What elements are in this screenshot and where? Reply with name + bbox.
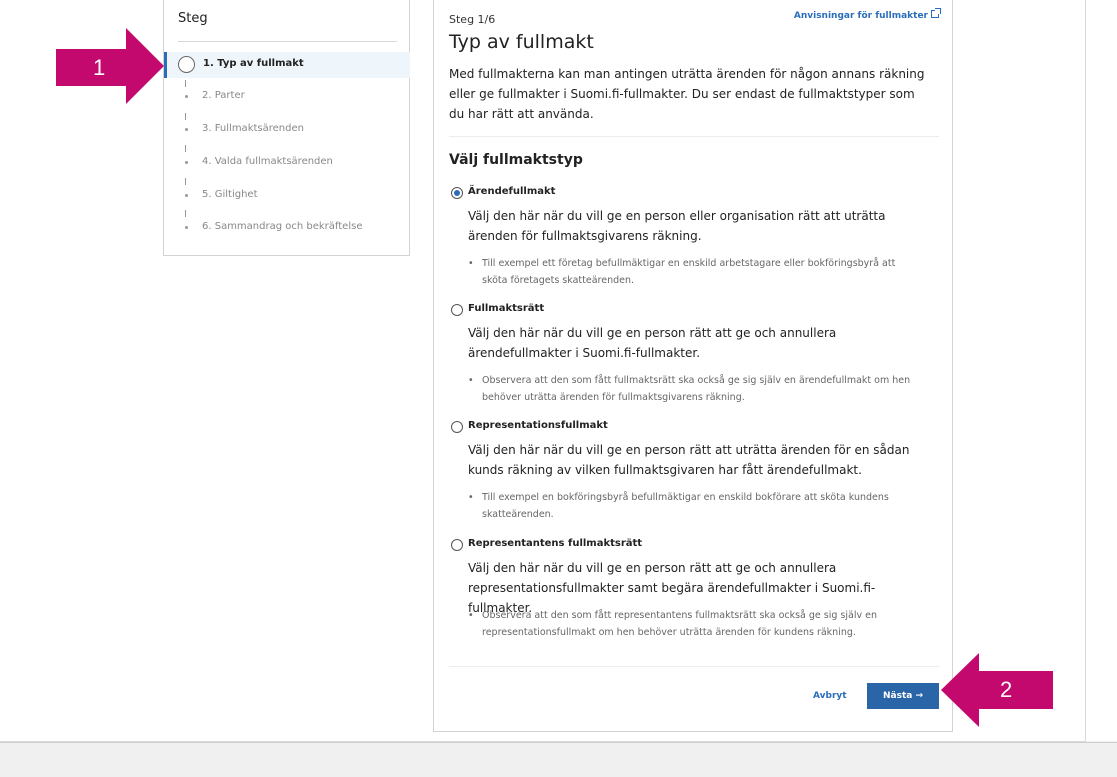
next-button[interactable] <box>867 683 939 709</box>
stepper-title: Steg <box>178 11 208 26</box>
option-label: Representantens fullmaktsrätt <box>468 538 643 549</box>
cancel-button[interactable]: Avbryt <box>813 691 847 701</box>
annotation-number-2: 2 <box>1000 677 1013 702</box>
next-button-label: Nästa <box>882 691 913 701</box>
main-card <box>433 0 953 732</box>
step-label-5: 5. Giltighet <box>202 189 258 200</box>
step-dot-icon <box>185 161 188 164</box>
radio-arendefullmakt[interactable] <box>451 187 463 199</box>
option-label: Representationsfullmakt <box>468 420 608 431</box>
step-item-valda <box>164 154 410 174</box>
intro-text: Med fullmakterna kan man antingen uträtta ärenden för någon annans räkning eller ge fullmakter i Suomi.fi-fullmakter. Du ser endast de fullmaktstyper som du har rätt att använda. <box>449 67 925 121</box>
arrow-right-icon: → <box>915 691 924 701</box>
step-item-fullmaktsarenden <box>164 121 410 141</box>
page-title: Typ av fullmakt <box>449 31 594 53</box>
stepper-divider <box>178 41 397 42</box>
option-description: Välj den här när du vill ge en person eller organisation rätt att uträtta ärenden för fullmaktsgivarens räkning. <box>468 209 886 243</box>
step-connector <box>185 178 186 185</box>
step-connector <box>185 145 186 152</box>
step-label-1: 1. Typ av fullmakt <box>203 58 304 69</box>
step-connector <box>185 113 186 120</box>
option-label: Fullmaktsrätt <box>468 303 545 314</box>
step-label-2: 2. Parter <box>202 90 245 101</box>
step-connector <box>185 80 186 87</box>
option-description: Välj den här när du vill ge en person rätt att ge och annullera ärendefullmakter i Suomi.fi-fullmakter. <box>468 326 837 360</box>
option-description: Välj den här när du vill ge en person rätt att uträtta ärenden för en sådan kunds räkning av vilken fullmaktsgivaren har fått ärendefullmakt. <box>468 443 910 477</box>
step-dot-icon <box>185 95 188 98</box>
option-description: Välj den här när du vill ge en person rätt att ge och annullera representationsfullmakter samt begära ärendefullmakter i Suomi.fi-fullmakter. <box>468 561 876 615</box>
step-item-sammandrag <box>164 219 410 239</box>
step-label-3: 3. Fullmaktsärenden <box>202 123 304 134</box>
step-label-6: 6. Sammandrag och bekräftelse <box>202 221 363 232</box>
radio-representantens-fullmaktsratt[interactable] <box>451 539 463 551</box>
step-item-active[interactable] <box>164 52 410 78</box>
bottom-margin <box>0 742 1117 777</box>
step-label-4: 4. Valda fullmaktsärenden <box>202 156 333 167</box>
section-title: Välj fullmaktstyp <box>449 152 583 168</box>
divider <box>449 666 939 667</box>
external-link-icon <box>931 10 939 18</box>
annotation-arrow-1-head <box>126 28 164 104</box>
step-item-giltighet <box>164 187 410 207</box>
step-navigation <box>163 0 410 256</box>
step-connector <box>185 210 186 217</box>
option-example: • Observera att den som fått fullmaktsrätt ska också ge sig själv en ärendefullmakt om hen behöver uträtta ärenden för fullmaktsgivarens räkning. <box>468 372 923 406</box>
annotation-number-1: 1 <box>93 55 106 80</box>
option-example: • Till exempel en bokföringsbyrå befullmäktigar en enskild bokförare att sköta kundens skatteärenden. <box>468 489 923 523</box>
divider <box>449 136 939 137</box>
step-item-parter <box>164 88 410 108</box>
option-label: Ärendefullmakt <box>468 186 556 197</box>
radio-fullmaktsratt[interactable] <box>451 304 463 316</box>
help-link-label: Anvisningar för fullmakter <box>793 11 928 21</box>
step-dot-icon <box>185 194 188 197</box>
annotation-arrow-1 <box>56 49 128 86</box>
option-example: • Observera att den som fått representantens fullmaktsrätt ska också ge sig själv en representationsfullmakt om hen behöver uträtta ärenden för kundens räkning. <box>468 607 923 641</box>
step-dot-icon <box>185 226 188 229</box>
annotation-arrow-2-head <box>941 653 979 727</box>
step-dot-icon <box>185 128 188 131</box>
step-circle-icon <box>178 56 195 73</box>
radio-representationsfullmakt[interactable] <box>451 421 463 433</box>
option-example: • Till exempel ett företag befullmäktigar en enskild arbetstagare eller bokföringsbyrå att sköta företagets skatteärenden. <box>468 255 923 289</box>
annotation-arrow-2 <box>979 671 1053 709</box>
right-margin <box>1086 0 1117 741</box>
help-link[interactable] <box>794 10 939 21</box>
step-counter: Steg 1/6 <box>449 13 496 26</box>
